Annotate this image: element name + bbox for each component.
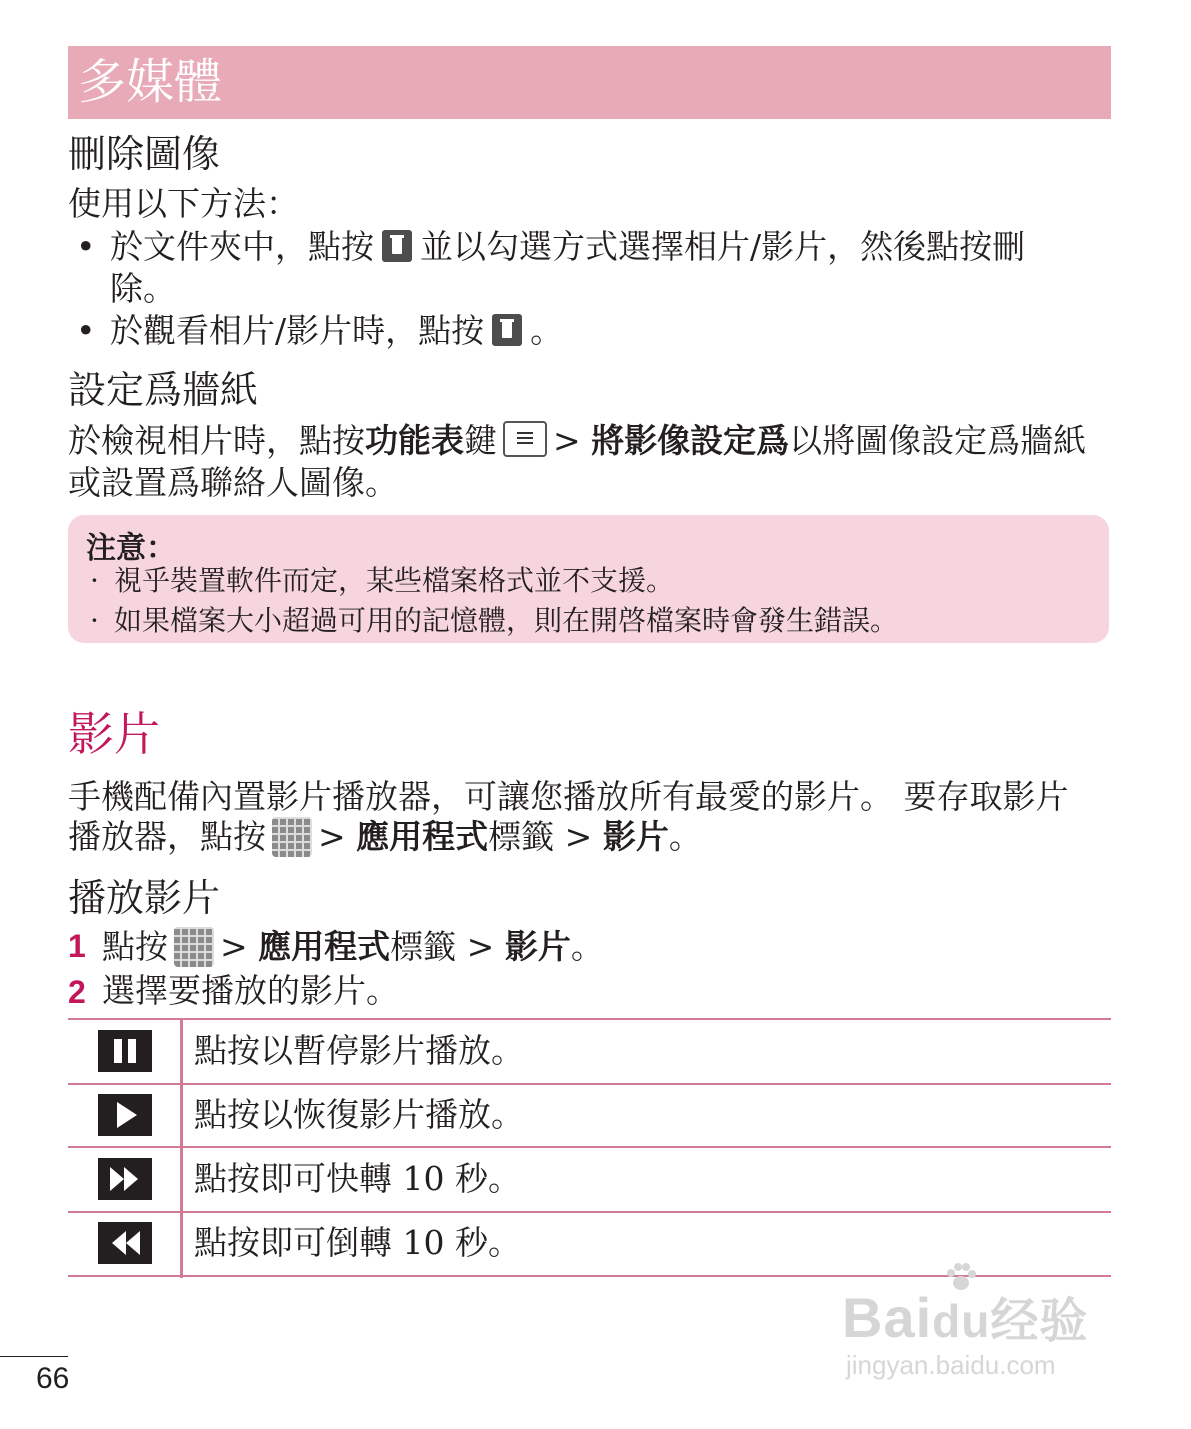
- step-1-arrow: >: [220, 927, 248, 966]
- delete-images-heading: 刪除圖像: [68, 132, 221, 176]
- menu-key-icon: [503, 421, 547, 457]
- videos-line-2: [68, 816, 702, 858]
- wallpaper-arrow: >: [553, 421, 581, 460]
- step-2: 選擇要播放的影片。: [102, 971, 399, 1010]
- watermark-brand-b: du: [932, 1295, 991, 1347]
- note-bullet: ·: [90, 604, 99, 637]
- table-rule: [68, 1018, 1111, 1020]
- wallpaper-line-2: 或設置爲聯絡人圖像。: [68, 463, 398, 502]
- videos-heading: 影片: [68, 707, 160, 761]
- table-divider: [180, 1018, 183, 1278]
- section-title: 多媒體: [78, 54, 223, 110]
- delete-bullet-1-text-b: 並以勾選方式選擇相片/影片，然後點按刪: [420, 227, 1026, 266]
- pause-description: 點按以暫停影片播放。: [194, 1031, 524, 1070]
- delete-bullet-2-text-a: 於觀看相片/影片時，點按: [110, 311, 485, 350]
- rewind-icon: [98, 1222, 152, 1264]
- rewind-description: 點按即可倒轉 10 秒。: [194, 1223, 521, 1262]
- menu-key-label: 功能表: [365, 421, 464, 460]
- apps-grid-icon: [174, 927, 214, 967]
- step-1-text-d: 標籤: [390, 927, 457, 966]
- videos-arrow: >: [564, 817, 593, 856]
- fast-forward-icon: [98, 1158, 152, 1200]
- videos-line-1: 手機配備內置影片播放器，可讓您播放所有最愛的影片。 要存取影片: [68, 777, 1069, 816]
- table-rule: [68, 1146, 1111, 1148]
- play-description: 點按以恢復影片播放。: [194, 1095, 524, 1134]
- watermark-logo: [842, 1282, 1088, 1351]
- step-1-arrow: >: [466, 927, 495, 966]
- delete-bullet-1-cont: 除。: [110, 269, 176, 308]
- wallpaper-text-a: 於檢視相片時，點按: [68, 421, 365, 460]
- set-image-as-label: 將影像設定爲: [591, 421, 790, 460]
- wallpaper-text-c: 鍵: [464, 421, 497, 460]
- delete-bullet-2-text-b: 。: [530, 311, 564, 350]
- step-1: [102, 926, 604, 968]
- delete-bullet-2: [110, 310, 563, 352]
- step-1-text-a: 點按: [102, 927, 168, 966]
- note-item-2: 如果檔案大小超過可用的記憶體，則在開啓檔案時會發生錯誤。: [114, 604, 899, 637]
- step-number: 1: [68, 928, 86, 964]
- videos-arrow: >: [318, 817, 346, 856]
- videos-app-label: 影片: [504, 927, 571, 966]
- watermark-brand-a: Bai: [842, 1286, 933, 1349]
- section-banner: [68, 46, 1111, 119]
- note-title: 注意：: [86, 531, 176, 566]
- page-rule: [0, 1356, 68, 1357]
- apps-grid-icon: [272, 817, 312, 857]
- step-number: 2: [68, 974, 86, 1010]
- pause-icon: [98, 1030, 152, 1072]
- bullet-marker: •: [76, 227, 96, 266]
- wallpaper-text-f: 以將圖像設定爲牆紙: [789, 421, 1087, 460]
- watermark-brand-c: 经验: [990, 1295, 1089, 1348]
- videos-text-g: 。: [668, 817, 702, 856]
- apps-tab-label: 應用程式: [356, 817, 489, 856]
- delete-intro: 使用以下方法：: [68, 184, 299, 223]
- videos-text-d: 標籤: [488, 817, 555, 856]
- videos-app-label: 影片: [602, 817, 669, 856]
- table-rule: [68, 1211, 1111, 1213]
- trash-icon: [382, 230, 412, 262]
- note-bullet: ·: [90, 564, 99, 597]
- fast-forward-description: 點按即可快轉 10 秒。: [194, 1159, 521, 1198]
- trash-icon: [492, 314, 522, 346]
- apps-tab-label: 應用程式: [258, 927, 391, 966]
- wallpaper-line-1: [68, 420, 1086, 462]
- delete-bullet-1-text-a: 於文件夾中，點按: [110, 227, 374, 266]
- page-number: 66: [36, 1362, 70, 1395]
- note-item-1: 視乎裝置軟件而定，某些檔案格式並不支援。: [114, 564, 675, 597]
- wallpaper-heading: 設定爲牆紙: [68, 368, 259, 412]
- videos-text-a: 播放器，點按: [68, 817, 266, 856]
- step-1-text-g: 。: [570, 927, 604, 966]
- play-icon: [98, 1094, 152, 1136]
- watermark-url: jingyan.baidu.com: [846, 1350, 1056, 1380]
- paw-icon: [944, 1262, 978, 1292]
- play-video-heading: 播放影片: [68, 876, 221, 920]
- bullet-marker: •: [76, 311, 96, 350]
- table-rule: [68, 1083, 1111, 1085]
- delete-bullet-1: [110, 226, 1025, 268]
